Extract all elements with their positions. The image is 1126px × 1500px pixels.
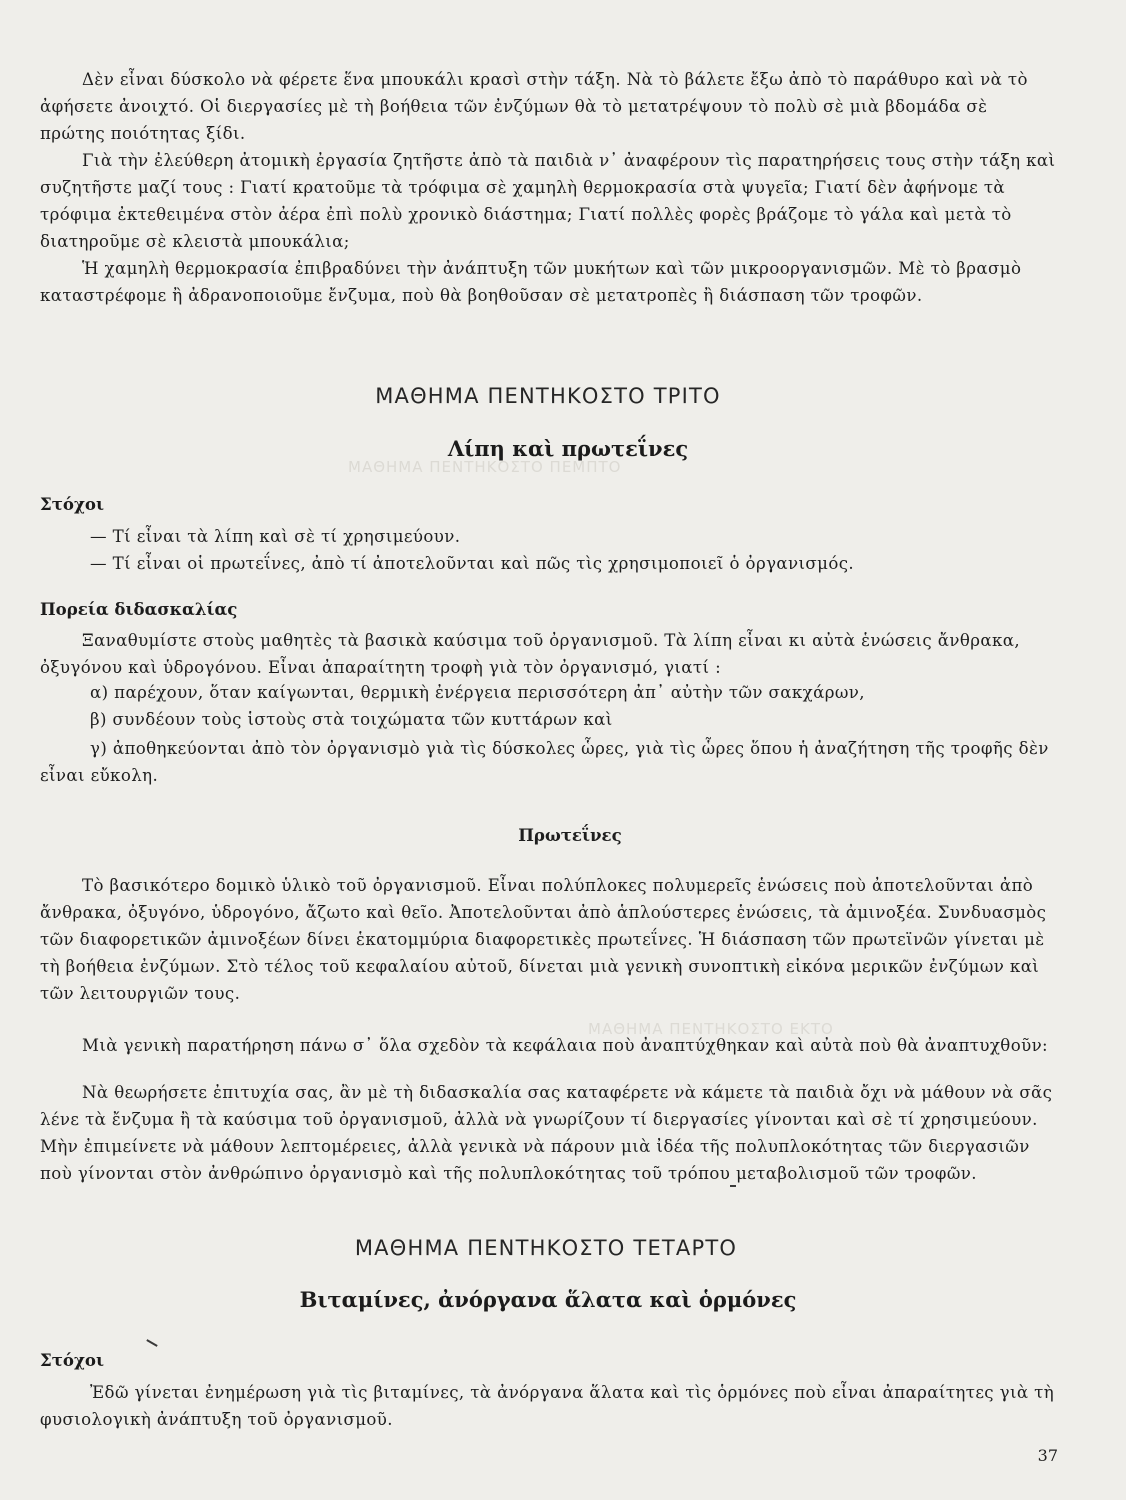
show-through-heading: ΜΑΘΗΜΑ ΠΕΝΤΗΚΟΣΤΟ ΠΕΜΠΤΟ [348,458,622,476]
goal-item: — Τί εἶναι οἱ πρωτεΐνες, ἀπὸ τί ἀποτελοῦνται καὶ πῶς τὶς χρησιμοποιεῖ ὁ ὀργανισμός. [90,554,855,573]
ink-speck [146,1339,157,1347]
lesson-54-title: Βιταμίνες, ἀνόργανα ἅλατα καὶ ὁρμόνες [299,1287,797,1312]
show-through-heading: ΜΑΘΗΜΑ ΠΕΝΤΗΚΟΣΤΟ ΕΚΤΟ [588,1020,834,1038]
proteins-paragraph-3: Νὰ θεωρήσετε ἐπιτυχία σας, ἂν μὲ τὴ διδασκαλία σας καταφέρετε νὰ κάμετε τὰ παιδιὰ ὄχι νὰ μάθουν νὰ σᾶς λένε τὰ ἔνζυμα ἢ τὰ καύσιμα τοῦ ὀργανισμοῦ, ἀλλὰ νὰ γνωρίζουν τί διεργασίες γίνονται καὶ σὲ τί χρησιμεύουν. Μὴν ἐπιμείνετε νὰ μάθουν λεπτομέρειες, ἀλλὰ γενικὰ νὰ πάρουν μιὰ ἰδέα τῆς πολυπλοκότητας τῶν διεργασιῶν ποὺ γίνονται στὸν ἀνθρώπινο ὀργανισμὸ καὶ τῆς πολυπλοκότητας τοῦ τρόπου μεταβολισμοῦ τῶν τροφῶν. [40,1083,1053,1183]
proteins-subheading: Πρωτεΐνες [518,825,622,845]
proteins-paragraph-1: Τὸ βασικότερο δομικὸ ὑλικὸ τοῦ ὀργανισμοῦ. Εἶναι πολύπλοκες πολυμερεῖς ἑνώσεις ποὺ ἀποτελοῦνται ἀπὸ ἄνθρακα, ὀξυγόνο, ὑδρογόνο, ἄζωτο καὶ θεῖο. Ἀποτελοῦνται ἀπὸ ἁπλούστερες ἑνώσεις, τὰ ἀμινοξέα. Συνδυασμὸς τῶν διαφορετικῶν ἀμινοξέων δίνει ἑκατομμύρια διαφορετικὲς πρωτεΐνες. Ἡ διάσπαση τῶν πρωτεϊνῶν γίνεται μὲ τὴ βοήθεια ἐνζύμων. Στὸ τέλος τοῦ κεφαλαίου αὐτοῦ, δίνεται μιὰ γενικὴ συνοπτικὴ εἰκόνα μερικῶν ἐνζύμων καὶ τῶν λειτουργιῶν τους. [40,876,1047,1003]
lesson-53-heading: ΜΑΘΗΜΑ ΠΕΝΤΗΚΟΣΤΟ ΤΡΙΤΟ [375,384,721,408]
intro-paragraph-1: Δὲν εἶναι δύσκολο νὰ φέρετε ἕνα μπουκάλι κρασὶ στὴν τάξη. Νὰ τὸ βάλετε ἔξω ἀπὸ τὸ παράθυρο καὶ νὰ τὸ ἀφήσετε ἀνοιχτό. Οἱ διεργασίες μὲ τὴ βοήθεια τῶν ἐνζύμων θὰ τὸ μετατρέψουν τὸ πολὺ σὲ μιὰ βδομάδα σὲ πρώτης ποιότητας ξίδι. [40,70,1028,143]
lesson-53-goals-label: Στόχοι [40,494,104,514]
reason-item-b: β) συνδέουν τοὺς ἱστοὺς στὰ τοιχώματα τῶν κυττάρων καὶ [90,710,613,729]
lesson-54-heading: ΜΑΘΗΜΑ ΠΕΝΤΗΚΟΣΤΟ ΤΕΤΑΡΤΟ [354,1236,738,1260]
teaching-course-label: Πορεία διδασκαλίας [40,599,238,619]
course-paragraph: Ξαναθυμίστε στοὺς μαθητὲς τὰ βασικὰ καύσιμα τοῦ ὀργανισμοῦ. Τὰ λίπη εἶναι κι αὐτὰ ἑνώσεις ἄνθρακα, ὀξυγόνου καὶ ὑδρογόνου. Εἶναι ἀπαραίτητη τροφὴ γιὰ τὸν ὀργανισμό, γιατί : [40,631,1021,677]
lesson-54-goals-text: Ἐδῶ γίνεται ἐνημέρωση γιὰ τὶς βιταμίνες, τὰ ἀνόργανα ἅλατα καὶ τὶς ὁρμόνες ποὺ εἶναι ἀπαραίτητες γιὰ τὴ φυσιολογικὴ ἀνάπτυξη τοῦ ὀργανισμοῦ. [40,1383,1055,1429]
proteins-paragraph-2: Μιὰ γενικὴ παρατήρηση πάνω σ᾽ ὅλα σχεδὸν τὰ κεφάλαια ποὺ ἀναπτύχθηκαν καὶ αὐτὰ ποὺ θὰ ἀναπτυχθοῦν: [82,1036,1049,1055]
lesson-53-title: Λίπη καὶ πρωτεΐνες [447,436,689,461]
intro-paragraph-2: Γιὰ τὴν ἐλεύθερη ἀτομικὴ ἐργασία ζητῆστε ἀπὸ τὰ παιδιὰ ν᾽ ἀναφέρουν τὶς παρατηρήσεις τους στὴν τάξη καὶ συζητῆστε μαζί τους : Γιατί κρατοῦμε τὰ τρόφιμα σὲ χαμηλὴ θερμοκρασία στὰ ψυγεῖα; Γιατί δὲν ἀφήνομε τὰ τρόφιμα ἐκτεθειμένα στὸν ἀέρα ἐπὶ πολὺ χρονικὸ διάστημα; Γιατί πολλὲς φορὲς βράζομε τὸ γάλα καὶ μετὰ τὸ διατηροῦμε σὲ κλειστὰ μπουκάλια; [40,151,1056,251]
goal-item: — Τί εἶναι τὰ λίπη καὶ σὲ τί χρησιμεύουν. [90,527,461,546]
lesson-54-goals-label: Στόχοι [40,1350,104,1370]
ink-speck [730,1185,736,1187]
page-number: 37 [1037,1446,1058,1465]
intro-paragraph-3: Ἡ χαμηλὴ θερμοκρασία ἐπιβραδύνει τὴν ἀνάπτυξη τῶν μυκήτων καὶ τῶν μικροοργανισμῶν. Μὲ τὸ βρασμὸ καταστρέφομε ἢ ἀδρανοποιοῦμε ἔνζυμα, ποὺ θὰ βοηθοῦσαν σὲ μετατροπὲς ἢ διάσπαση τῶν τροφῶν. [40,259,1022,305]
reason-item-a: α) παρέχουν, ὅταν καίγωνται, θερμικὴ ἐνέργεια περισσότερη ἀπ᾽ αὐτὴν τῶν σακχάρων, [90,683,865,702]
reason-item-c: γ) ἀποθηκεύονται ἀπὸ τὸν ὀργανισμὸ γιὰ τὶς δύσκολες ὧρες, γιὰ τὶς ὧρες ὅπου ἡ ἀναζήτηση τῆς τροφῆς δὲν εἶναι εὔκολη. [40,739,1049,785]
